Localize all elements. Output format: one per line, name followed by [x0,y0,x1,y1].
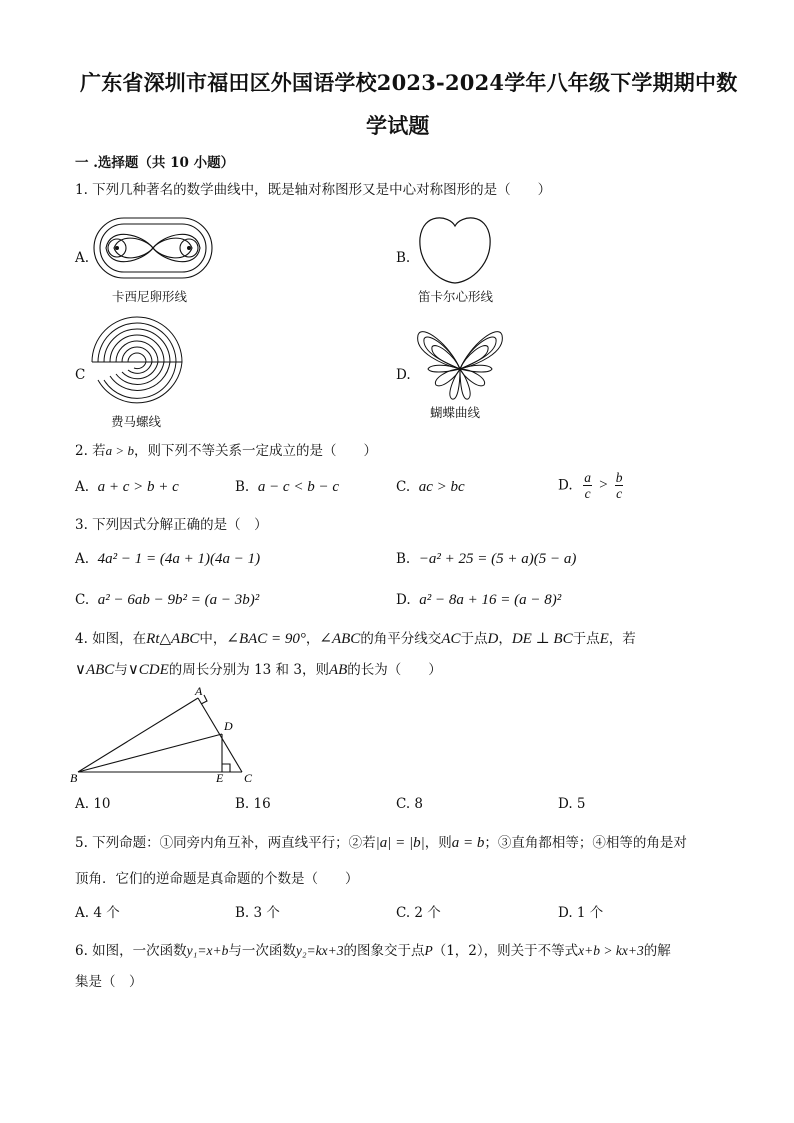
bisector-bd [78,734,222,772]
q3-option-c: C. a² − 6ab − 9b² = (a − 3b)² [75,592,260,608]
butterfly-curve-figure [414,325,506,403]
q3-option-d: D. a² − 8a + 16 = (a − 8)² [396,592,562,608]
q5-option-d: D. 1 个 [558,905,604,921]
q1-option-c-label: C [75,367,86,383]
point-c-label: C [244,771,253,785]
cardioid-figure [415,212,495,286]
q4-option-a: A. 10 [75,796,111,812]
fermat-spiral-figure [88,318,186,412]
q2-option-b: B. a − c < b − c [235,479,339,495]
q1-caption-d: 蝴蝶曲线 [430,405,481,420]
q3-stem: 3. 下列因式分解正确的是（ ） [75,517,268,533]
q4-stem-line2: ∨ABC与∨CDE的周长分别为 13 和 3，则AB的长为（ ） [75,662,442,678]
q3-option-a: A. 4a² − 1 = (4a + 1)(4a − 1) [75,551,261,567]
q6-stem-line2: 集是（ ） [75,974,143,990]
q5-option-b: B. 3 个 [235,905,280,921]
page-title-line1: 广东省深圳市福田区外国语学校2023-2024学年八年级下学期期中数 [80,70,738,95]
q1-caption-a: 卡西尼卵形线 [112,289,188,304]
q2-stem: 2. 若a > b，则下列不等关系一定成立的是（ ） [75,443,377,459]
q4-option-b: B. 16 [235,796,271,812]
q4-triangle-figure [70,684,260,788]
q5-option-a: A. 4 个 [75,905,120,921]
q5-stem-line1: 5. 下列命题：①同旁内角互补，两直线平行；②若|a| = |b|，则a = b；③直角都相等；④相等的角是对 [75,835,687,851]
side-ab [78,698,198,772]
q2-option-a: A. a + c > b + c [75,479,179,495]
q2-option-d: D. $\frac{a}{c}$ > $\frac{b}{c}$ [558,470,623,501]
q3-option-b: B. −a² + 25 = (5 + a)(5 − a) [396,551,577,567]
section-heading: 一 .选择题（共 10 小题） [75,155,235,171]
point-a-label: A [195,684,203,698]
q1-option-d-label: D. [396,367,411,383]
point-b-label: B [70,771,78,785]
q2-option-c: C. ac > bc [396,479,465,495]
q4-stem-line1: 4. 如图，在Rt△ABC中，∠BAC = 90°，∠ABC的角平分线交AC于点D，DE ⊥ BC于点E，若 [75,631,636,647]
page-title-line2: 学试题 [366,113,430,138]
q1-option-a-label: A. [75,250,90,266]
q1-caption-c: 费马螺线 [111,414,162,429]
q4-option-d: D. 5 [558,796,586,812]
q5-stem-line2: 顶角．它们的逆命题是真命题的个数是（ ） [75,871,359,887]
q1-option-b-label: B. [396,250,411,266]
q4-option-c: C. 8 [396,796,424,812]
cassini-oval-figure [90,212,216,282]
q1-stem: 1. 下列几种著名的数学曲线中，既是轴对称图形又是中心对称图形的是（ ） [75,182,552,198]
q5-option-c: C. 2 个 [396,905,441,921]
q1-caption-b: 笛卡尔心形线 [418,289,494,304]
q6-stem-line1: 6. 如图，一次函数y₁=x+b与一次函数y₂=kx+3的图象交于点P（1，2），则关于不等式x+b > kx+3的解 [75,943,671,959]
point-e-label: E [216,771,224,785]
point-d-label: D [224,719,233,733]
